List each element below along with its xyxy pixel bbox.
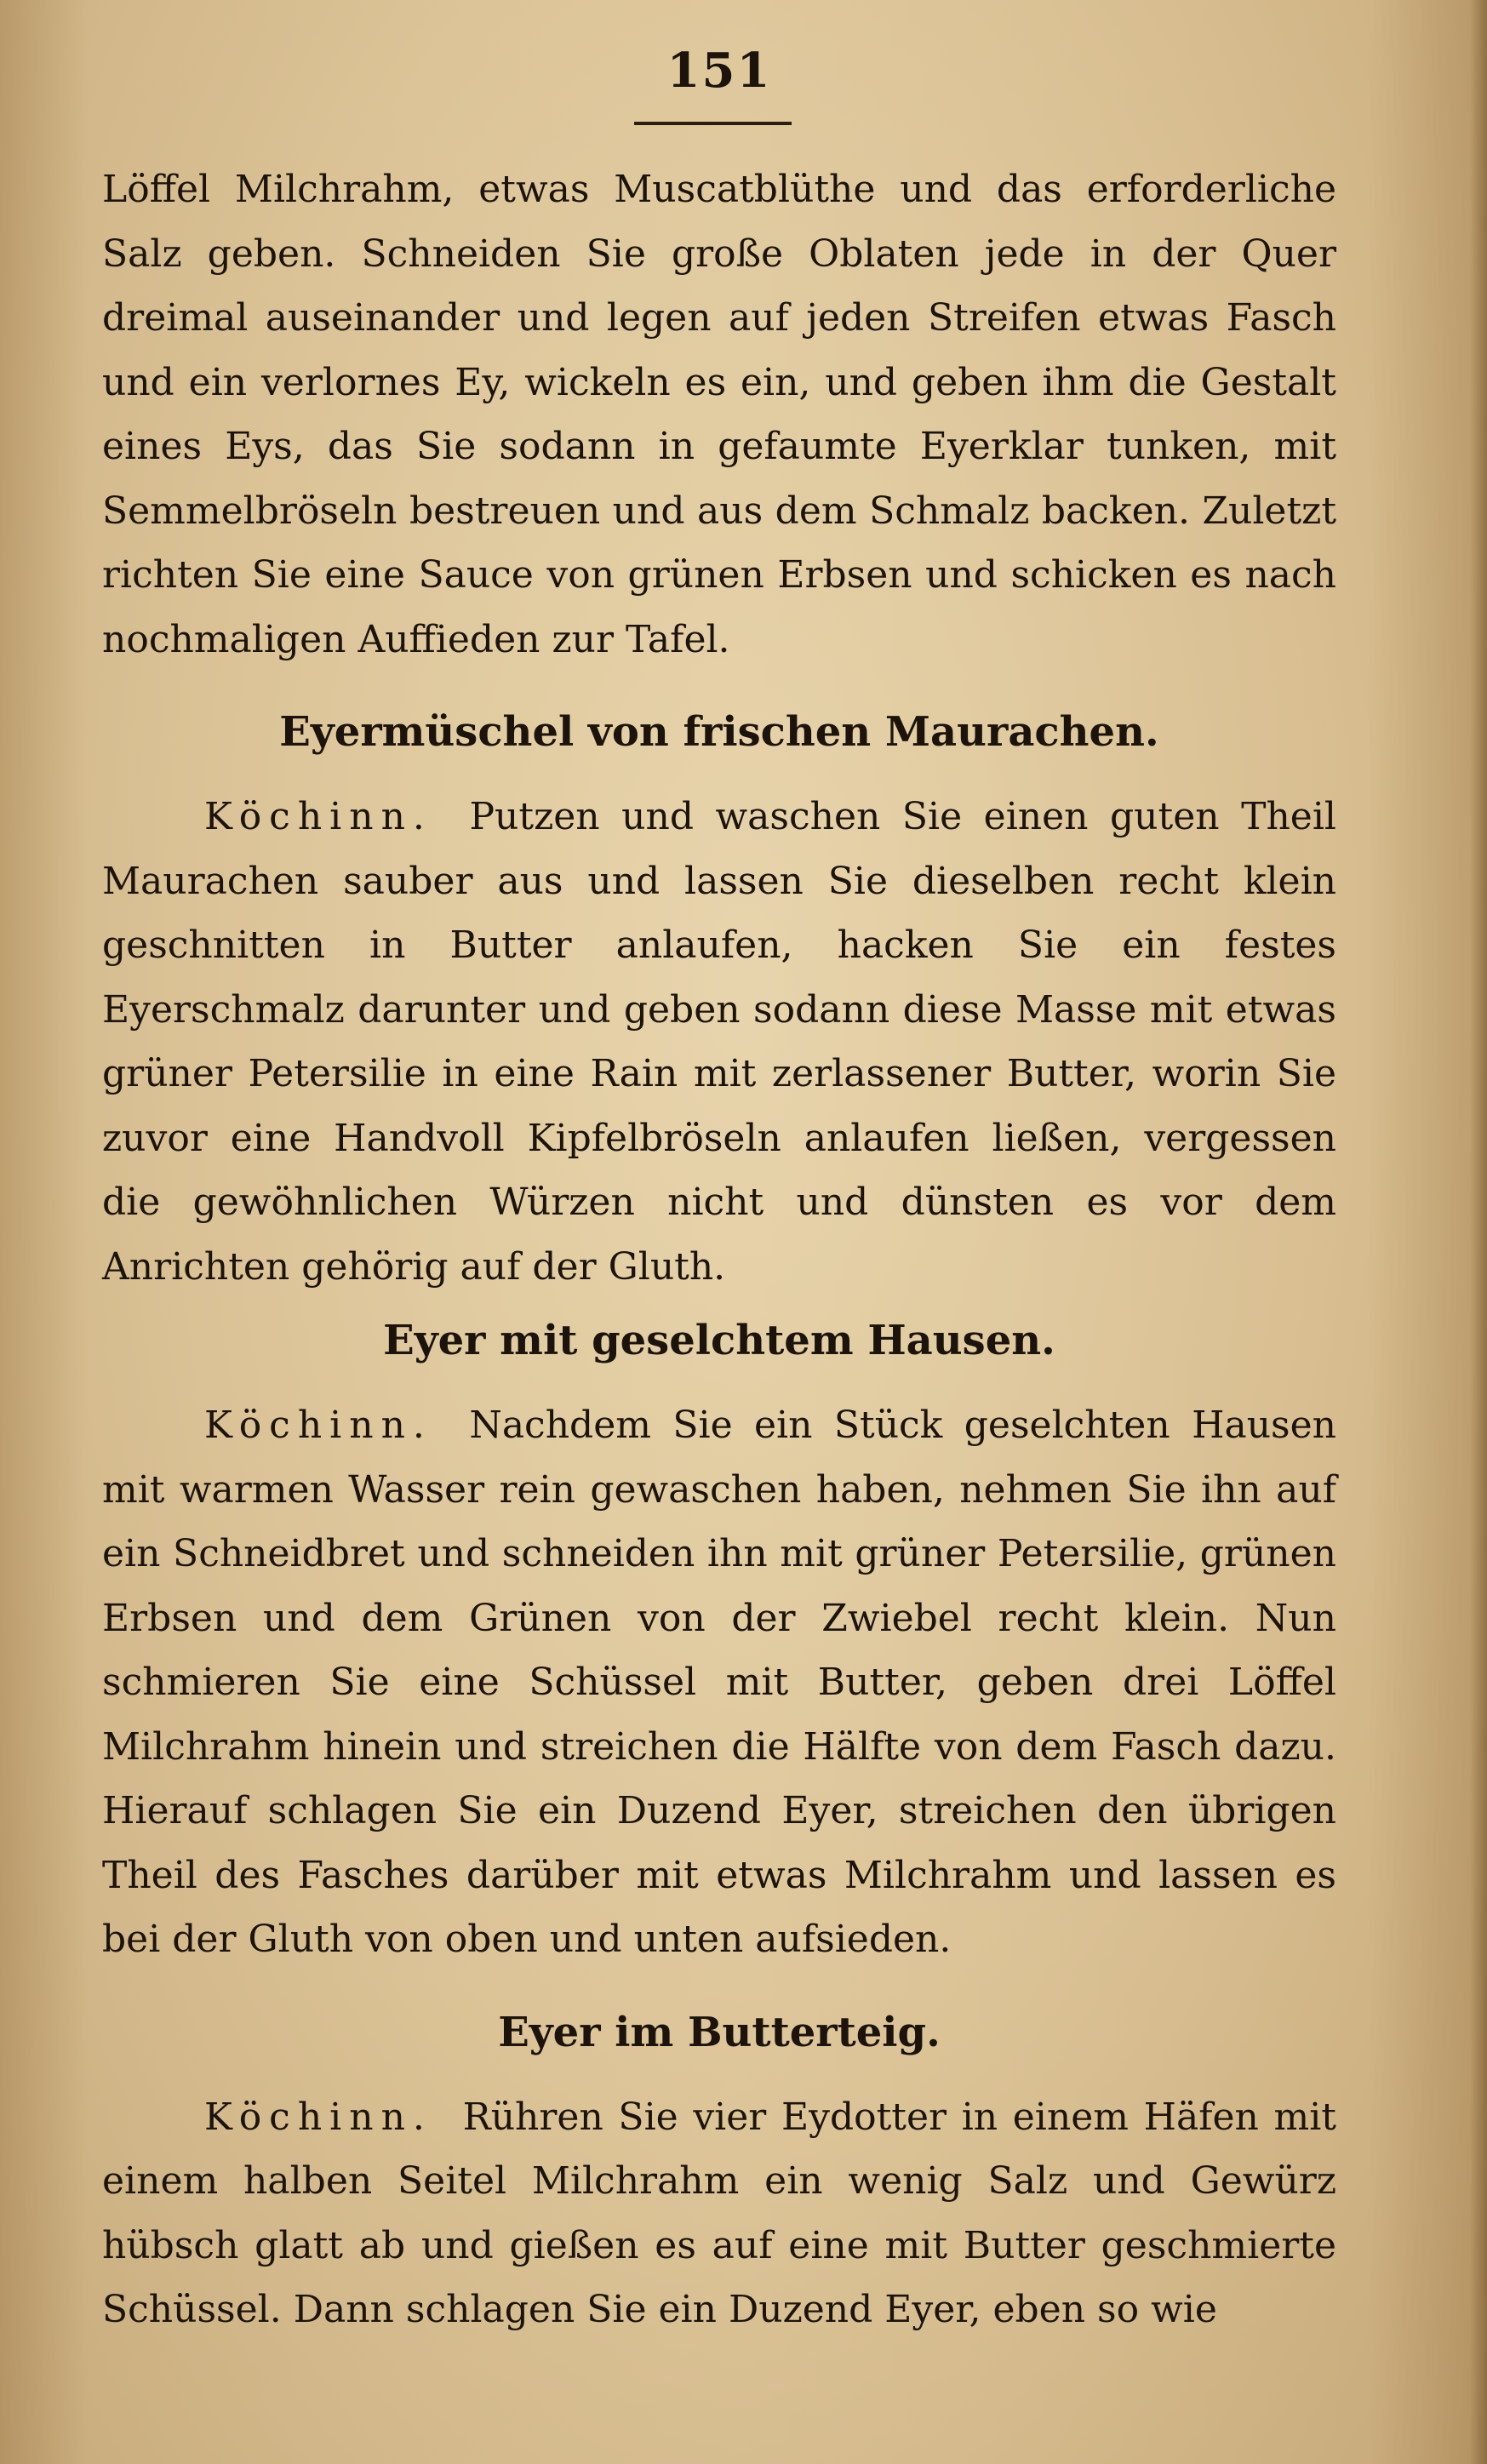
paragraph-body: Rühren Sie vier Eydotter in einem Häfen mit einem halben Seitel Milchrahm ein wenig Salz und Gewürz hübsch glatt ab und gießen es auf eine mit Butter geschmierte Schüssel. Dann schlagen Sie ein Duzend Eyer, eben so wie <box>102 2095 1336 2331</box>
header-rule <box>634 122 792 125</box>
speaker-label: Köchinn. <box>204 1404 432 1447</box>
continuation-paragraph <box>102 157 1336 672</box>
speaker-label: Köchinn. <box>204 2095 432 2139</box>
page-edge-shadow <box>1470 0 1487 2464</box>
paragraph-body: Putzen und waschen Sie einen guten Theil Maurachen sauber aus und lassen Sie dieselben recht klein geschnitten in Butter anlaufen, hacken Sie ein festes Eyerschmalz darunter und geben sodann diese Masse mit etwas grüner Petersilie in eine Rain mit zerlassener Butter, worin Sie zuvor eine Handvoll Kipfelbröseln anlaufen ließen, vergessen die gewöhnlichen Würzen nicht und dünsten es vor dem Anrichten gehörig auf der Gluth. <box>102 795 1336 1289</box>
recipe-paragraph <box>102 2085 1336 2342</box>
recipe-heading: Eyer mit geselchtem Hausen. <box>383 1317 1055 1364</box>
paragraph-body: Löffel Milchrahm, etwas Muscatblüthe und das erforderliche Salz geben. Schneiden Sie große Oblaten jede in der Quer dreimal auseinander und legen auf jeden Streifen etwas Fasch und ein verlornes Ey, wickeln es ein, und geben ihm die Gestalt eines Eys, das Sie sodann in gefaumte Eyerklar tunken, mit Semmelbröseln bestreuen und aus dem Schmalz backen. Zuletzt richten Sie eine Sauce von grünen Erbsen und schicken es nach nochmaligen Auffieden zur Tafel. <box>102 168 1336 661</box>
recipe-paragraph <box>102 785 1336 1299</box>
text-column <box>102 157 1336 2342</box>
speaker-label: Köchinn. <box>204 795 432 838</box>
page-number: 151 <box>666 43 772 99</box>
recipe-paragraph <box>102 1393 1336 1972</box>
recipe-heading: Eyermüschel von frischen Maurachen. <box>279 708 1159 756</box>
recipe-heading: Eyer im Butterteig. <box>498 2008 941 2056</box>
paragraph-body: Nachdem Sie ein Stück geselchten Hausen mit warmen Wasser rein gewaschen haben, nehmen Sie ihn auf ein Schneidbret und schneiden ihn mit grüner Petersilie, grünen Erbsen und dem Grünen von der Zwiebel recht klein. Nun schmieren Sie eine Schüssel mit Butter, geben drei Löffel Milchrahm hinein und streichen die Hälfte von dem Fasch dazu. Hierauf schlagen Sie ein Duzend Eyer, streichen den übrigen Theil des Fasches darüber mit etwas Milchrahm und lassen es bei der Gluth von oben und unten aufsieden. <box>102 1404 1336 1961</box>
